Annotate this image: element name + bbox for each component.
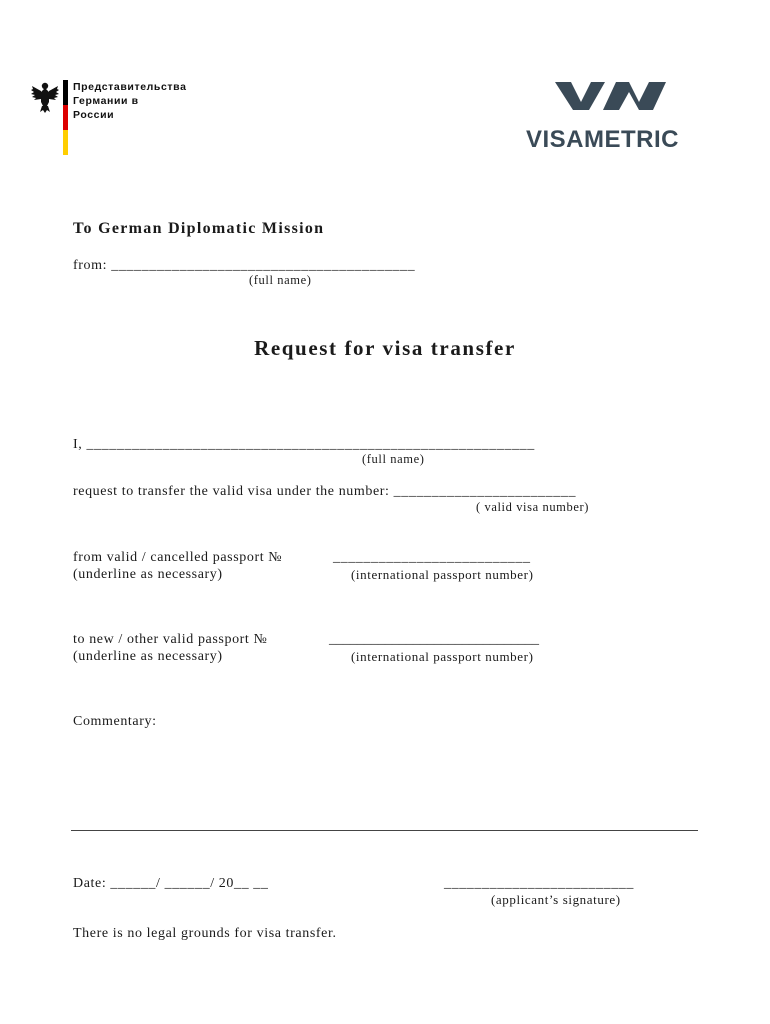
from-passport-hint: (international passport number) [351, 567, 534, 582]
visa-label: request to transfer the valid visa under the number: [73, 484, 394, 499]
org-line-3: России [73, 109, 115, 121]
visa-hint: ( valid visa number) [476, 500, 590, 514]
applicant-hint: (full name) [362, 452, 425, 466]
org-line-2: Германии в [73, 95, 139, 107]
to-passport-label: to new / other valid passport № [73, 632, 268, 647]
visa-row [73, 484, 576, 500]
org-name [73, 80, 187, 122]
from-name-field[interactable]: ________________________________________ [111, 258, 416, 273]
visa-number-field[interactable]: ________________________ [393, 484, 577, 499]
addressee: To German Diplomatic Mission [73, 220, 325, 237]
applicant-row [73, 437, 535, 453]
date-field[interactable]: Date: ______/ ______/ 20__ __ [73, 876, 269, 891]
applicant-name-field[interactable]: ___________________________________________________________ [86, 437, 535, 452]
visametric-logo-icon [553, 80, 668, 112]
page-title: Request for visa transfer [254, 336, 516, 360]
org-line-1: Представительства [73, 81, 187, 93]
footer-note: There is no legal grounds for visa transfer. [73, 926, 337, 941]
german-flag-bar [63, 80, 68, 155]
from-row [73, 258, 415, 274]
from-passport-note: (underline as necessary) [73, 567, 223, 582]
visametric-wordmark: VISAMETRIC [526, 126, 680, 153]
eagle-icon [30, 80, 60, 114]
signature-field[interactable]: _________________________ [444, 876, 634, 891]
commentary-label: Commentary: [73, 714, 157, 729]
to-passport-number-field[interactable]: ______________________________ [329, 632, 539, 647]
signature-hint: (applicant’s signature) [491, 892, 621, 907]
from-passport-number-field[interactable]: __________________________ [333, 550, 531, 565]
from-passport-label: from valid / cancelled passport № [73, 550, 283, 565]
from-hint: (full name) [249, 273, 312, 287]
commentary-line[interactable] [71, 830, 698, 831]
to-passport-note: (underline as necessary) [73, 649, 223, 664]
to-passport-hint: (international passport number) [351, 649, 534, 664]
from-label: from: [73, 258, 112, 273]
applicant-label: I, [73, 437, 87, 452]
